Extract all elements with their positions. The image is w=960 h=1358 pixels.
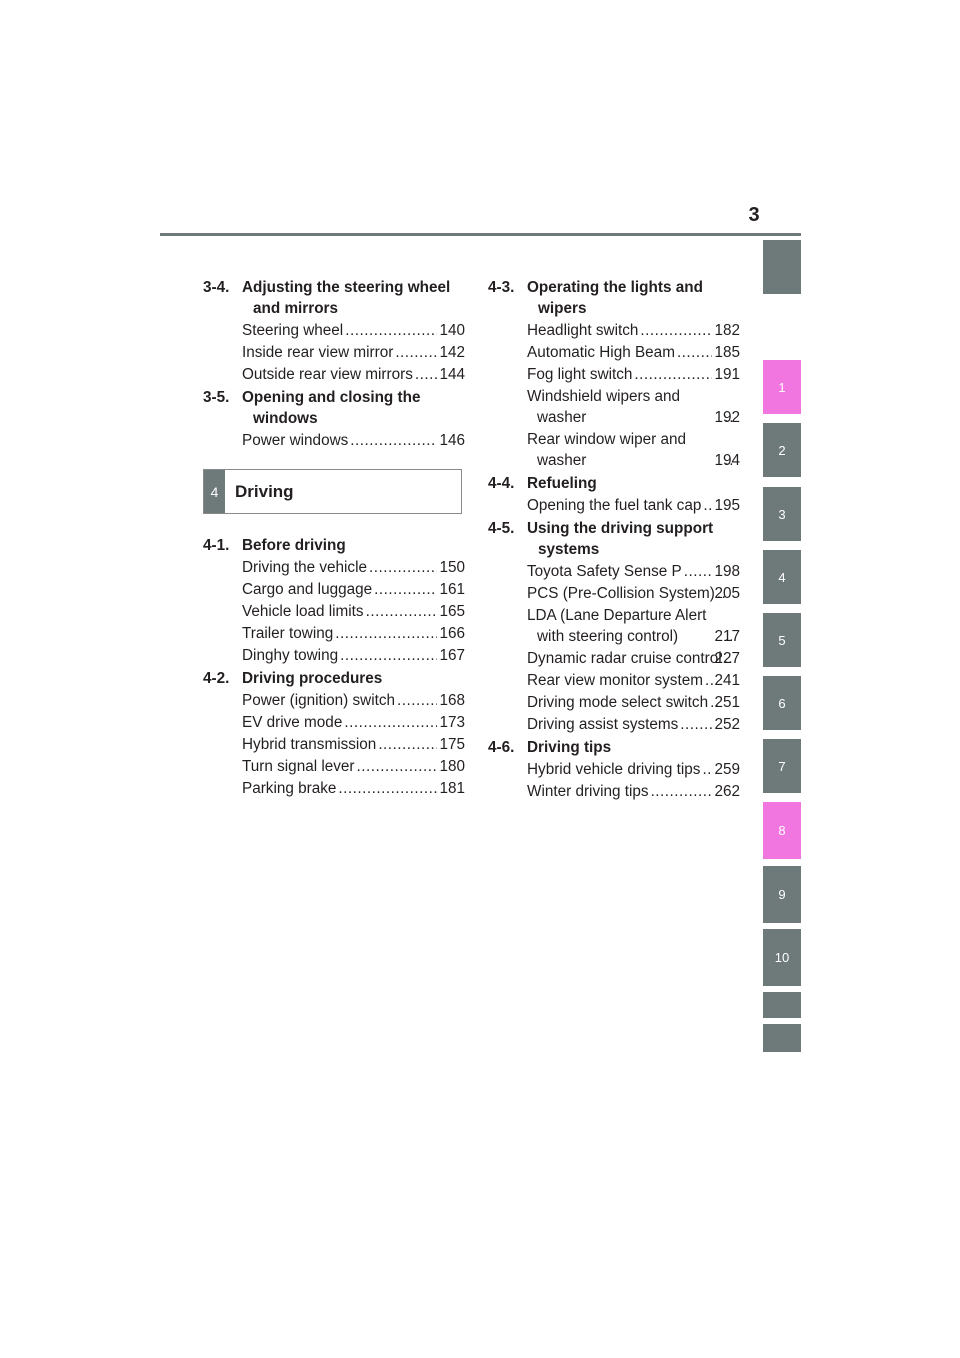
- toc-entry-label: [527, 320, 712, 341]
- toc-entry-page: 173: [439, 714, 465, 731]
- toc-entry-label: [527, 364, 712, 385]
- side-tab-blank-0[interactable]: [763, 240, 801, 294]
- dot-leader: [369, 557, 437, 578]
- dot-leader: [344, 712, 437, 733]
- toc-entry-text: Cargo and luggage: [242, 581, 373, 598]
- section-number: 3-4.: [203, 279, 230, 296]
- toc-entry-page: 251: [714, 694, 740, 711]
- toc-entry[interactable]: [203, 734, 465, 755]
- toc-entry-page: 241: [714, 672, 740, 689]
- toc-entry[interactable]: [203, 579, 465, 600]
- section-number: 4-3.: [488, 279, 515, 296]
- toc-entry-text: Turn signal lever: [242, 758, 355, 775]
- toc-entry-label: [242, 623, 437, 644]
- chapter-banner-number: 4: [204, 470, 225, 513]
- toc-entry-page: 217: [714, 628, 740, 645]
- page-number: 3: [748, 204, 760, 226]
- toc-entry-text: Windshield wipers and washer: [527, 388, 681, 426]
- section-number: 4-5.: [488, 520, 515, 537]
- toc-entry-label: [527, 759, 712, 780]
- dot-leader: [395, 342, 437, 363]
- toc-entry-text: Parking brake: [242, 780, 337, 797]
- side-tab-blank-11[interactable]: [763, 992, 801, 1018]
- side-tab-4[interactable]: 4: [763, 550, 801, 604]
- toc-entry-text: Vehicle load limits: [242, 603, 364, 620]
- toc-entry-text: Driving mode select switch: [527, 694, 709, 711]
- toc-entry-page: 262: [714, 783, 740, 800]
- toc-entry-text: Power (ignition) switch: [242, 692, 396, 709]
- toc-entry-text: Dinghy towing: [242, 647, 339, 664]
- toc-entry-label: [242, 430, 437, 451]
- toc-section-heading[interactable]: [203, 277, 465, 319]
- dot-leader: [634, 364, 712, 385]
- section-title: Before driving: [242, 537, 346, 554]
- toc-entry-text: Automatic High Beam: [527, 344, 675, 361]
- toc-entry-label: [527, 648, 722, 669]
- toc-entry-label: [527, 605, 712, 647]
- toc-entry[interactable]: [488, 781, 740, 802]
- toc-entry-page: 185: [714, 344, 740, 361]
- toc-entry-text: Hybrid transmission: [242, 736, 377, 753]
- toc-entry[interactable]: [488, 583, 740, 604]
- toc-entry[interactable]: [203, 623, 465, 644]
- toc-entry-text: PCS (Pre-Collision System): [527, 585, 715, 602]
- side-tab-3[interactable]: 3: [763, 487, 801, 541]
- section-title: Operating the lights and wipers: [527, 279, 703, 317]
- dot-leader: [397, 690, 437, 711]
- toc-entry-label: [242, 690, 437, 711]
- section-title: Opening and closing the windows: [242, 389, 421, 427]
- side-tab-1[interactable]: 1: [763, 360, 801, 414]
- toc-entry-text: Fog light switch: [527, 366, 633, 383]
- dot-leader: [357, 756, 438, 777]
- toc-section-heading[interactable]: [488, 737, 740, 758]
- dot-leader: [338, 778, 437, 799]
- toc-section-heading[interactable]: [488, 473, 740, 494]
- toc-entry-page: 181: [439, 780, 465, 797]
- toc-entry-text: Rear view monitor system: [527, 672, 703, 689]
- toc-entry-page: 259: [714, 761, 740, 778]
- toc-entry[interactable]: [203, 756, 465, 777]
- section-number: 4-4.: [488, 475, 515, 492]
- side-tab-blank-12[interactable]: [763, 1024, 801, 1052]
- toc-entry-label: [527, 429, 712, 471]
- dot-leader: [640, 320, 712, 341]
- dot-leader: [415, 364, 438, 385]
- toc-entry[interactable]: [488, 692, 740, 713]
- toc-entry[interactable]: [203, 557, 465, 578]
- toc-entry-page: 165: [439, 603, 465, 620]
- toc-entry-text: Dynamic radar cruise control: [527, 650, 722, 667]
- toc-entry-label: [527, 714, 712, 735]
- toc-section-heading[interactable]: [203, 668, 465, 689]
- toc-entry-page: 168: [439, 692, 465, 709]
- toc-entry[interactable]: [203, 364, 465, 385]
- side-tab-9[interactable]: 9: [763, 866, 801, 923]
- toc-entry[interactable]: [488, 759, 740, 780]
- toc-entry-text: Outside rear view mirrors: [242, 366, 413, 383]
- side-tab-2[interactable]: 2: [763, 423, 801, 477]
- toc-entry-page: 192: [714, 409, 740, 426]
- toc-entry-label: [527, 692, 712, 713]
- toc-left-bottom: [203, 533, 465, 799]
- toc-entry-text: Driving the vehicle: [242, 559, 367, 576]
- toc-entry-page: 194: [714, 452, 740, 469]
- side-tab-10[interactable]: 10: [763, 929, 801, 986]
- dot-leader: [340, 645, 437, 666]
- toc-entry-text: EV drive mode: [242, 714, 343, 731]
- toc-entry[interactable]: [203, 778, 465, 799]
- toc-section-heading[interactable]: [488, 277, 740, 319]
- toc-entry[interactable]: [488, 386, 740, 428]
- dot-leader: [374, 579, 437, 600]
- section-number: 3-5.: [203, 389, 230, 406]
- toc-entry-text: Toyota Safety Sense P: [527, 563, 682, 580]
- section-title: Driving procedures: [242, 670, 383, 687]
- toc-entry[interactable]: [203, 342, 465, 363]
- toc-entry-text: Winter driving tips: [527, 783, 649, 800]
- toc-entry[interactable]: [203, 430, 465, 451]
- toc-entry[interactable]: [203, 645, 465, 666]
- toc-entry[interactable]: [488, 561, 740, 582]
- toc-entry[interactable]: [488, 320, 740, 341]
- side-tab-7[interactable]: 7: [763, 739, 801, 793]
- toc-entry[interactable]: [203, 712, 465, 733]
- toc-section-heading[interactable]: [203, 387, 465, 429]
- toc-entry-text: Headlight switch: [527, 322, 639, 339]
- toc-entry[interactable]: [488, 714, 740, 735]
- toc-entry-page: 252: [714, 716, 740, 733]
- toc-entry-label: [242, 579, 437, 600]
- toc-left-top: [203, 275, 465, 451]
- toc-right: [488, 275, 740, 802]
- section-title: Refueling: [527, 475, 597, 492]
- toc-entry-text: Power windows: [242, 432, 349, 449]
- toc-entry[interactable]: [488, 429, 740, 471]
- dot-leader: [680, 714, 712, 735]
- section-title: Adjusting the steering wheel and mirrors: [242, 279, 451, 317]
- toc-section-heading[interactable]: [488, 518, 740, 560]
- toc-entry-page: 146: [439, 432, 465, 449]
- toc-entry-label: [527, 670, 712, 691]
- toc-entry-label: [527, 583, 715, 604]
- toc-entry-label: [527, 386, 712, 428]
- header-rule: [160, 233, 801, 236]
- section-title: Using the driving support systems: [527, 520, 714, 558]
- toc-entry-text: Driving assist systems: [527, 716, 679, 733]
- section-title: Driving tips: [527, 739, 612, 756]
- toc-entry-label: [242, 712, 437, 733]
- toc-entry[interactable]: [203, 320, 465, 341]
- toc-entry-label: [242, 364, 437, 385]
- toc-entry-page: 167: [439, 647, 465, 664]
- toc-entry[interactable]: [203, 690, 465, 711]
- side-tab-6[interactable]: 6: [763, 676, 801, 730]
- section-number: 4-2.: [203, 670, 230, 687]
- toc-entry[interactable]: [488, 605, 740, 647]
- toc-entry-page: 205: [714, 585, 740, 602]
- dot-leader: [350, 430, 437, 451]
- toc-section-heading[interactable]: [203, 535, 465, 556]
- toc-entry-page: 144: [439, 366, 465, 383]
- toc-entry[interactable]: [488, 495, 740, 516]
- toc-entry-text: Trailer towing: [242, 625, 334, 642]
- toc-entry-page: 195: [714, 497, 740, 514]
- toc-entry-label: [242, 320, 437, 341]
- toc-entry-page: 182: [714, 322, 740, 339]
- toc-entry-page: 227: [714, 650, 740, 667]
- toc-entry-text: Inside rear view mirror: [242, 344, 394, 361]
- dot-leader: [335, 623, 437, 644]
- toc-entry-text: LDA (Lane Departure Alert with steering control): [527, 607, 707, 645]
- toc-entry-page: 161: [439, 581, 465, 598]
- toc-entry-page: 198: [714, 563, 740, 580]
- toc-entry-label: [527, 495, 712, 516]
- toc-entry-text: Steering wheel: [242, 322, 344, 339]
- toc-entry-label: [527, 561, 712, 582]
- dot-leader: [366, 601, 438, 622]
- toc-entry-text: Rear window wiper and washer: [527, 431, 686, 469]
- toc-entry-label: [242, 601, 437, 622]
- dot-leader: [651, 781, 713, 802]
- toc-entry-page: 166: [439, 625, 465, 642]
- toc-entry[interactable]: [488, 364, 740, 385]
- toc-entry[interactable]: [488, 648, 740, 669]
- toc-entry-label: [527, 342, 712, 363]
- chapter-banner: [203, 469, 462, 514]
- toc-entry-label: [242, 734, 437, 755]
- toc-entry-page: 180: [439, 758, 465, 775]
- dot-leader: [703, 495, 712, 516]
- dot-leader: [345, 320, 437, 341]
- dot-leader: [684, 561, 713, 582]
- toc-entry[interactable]: [203, 601, 465, 622]
- toc-entry-label: [242, 756, 437, 777]
- dot-leader: [702, 759, 712, 780]
- side-tab-5[interactable]: 5: [763, 613, 801, 667]
- chapter-banner-title: Driving: [235, 481, 294, 501]
- toc-entry[interactable]: [488, 670, 740, 691]
- toc-entry-text: Opening the fuel tank cap: [527, 497, 702, 514]
- toc-entry-label: [527, 781, 712, 802]
- toc-entry[interactable]: [488, 342, 740, 363]
- section-number: 4-6.: [488, 739, 515, 756]
- toc-entry-label: [242, 557, 437, 578]
- toc-entry-page: 150: [439, 559, 465, 576]
- toc-entry-page: 140: [439, 322, 465, 339]
- toc-entry-label: [242, 645, 437, 666]
- toc-entry-text: Hybrid vehicle driving tips: [527, 761, 701, 778]
- side-tab-8[interactable]: 8: [763, 802, 801, 859]
- toc-entry-label: [242, 342, 437, 363]
- toc-entry-page: 191: [714, 366, 740, 383]
- section-number: 4-1.: [203, 537, 230, 554]
- toc-entry-page: 175: [439, 736, 465, 753]
- toc-entry-label: [242, 778, 437, 799]
- dot-leader: [677, 342, 713, 363]
- dot-leader: [378, 734, 437, 755]
- toc-entry-page: 142: [439, 344, 465, 361]
